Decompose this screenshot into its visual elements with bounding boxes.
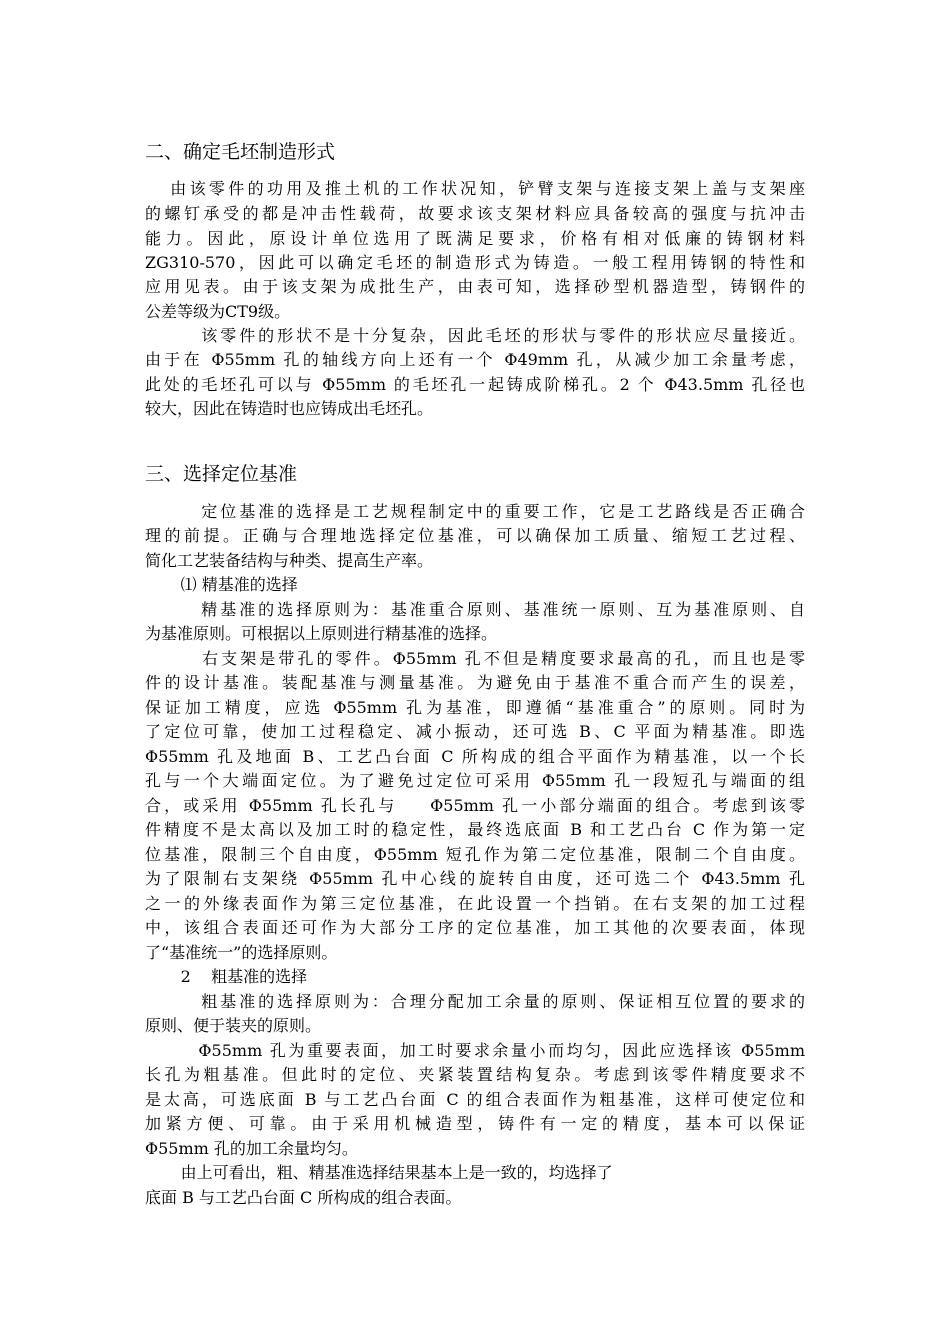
paragraph-line: 为了限制右支架绕 Φ55mm 孔中心线的旋转自由度，还可选二个 Φ43.5mm 孔 — [145, 869, 805, 888]
paragraph-line: 能力。因此，原设计单位选用了既满足要求，价格有相对低廉的铸钢材料 — [145, 229, 805, 248]
paragraph-line: 底面 B 与工艺凸台面 C 所构成的组合表面。 — [145, 1188, 462, 1207]
section-heading-locating-datum: 三、选择定位基准 — [145, 463, 298, 485]
paragraph-line: 合，或采用 Φ55mm 孔长孔与 Φ55mm 孔一小部分端面的组合。考虑到该零 — [145, 796, 805, 815]
paragraph-line: ZG310-570，因此可以确定毛坯的制造形式为铸造。一般工程用铸钢的特性和 — [145, 253, 805, 272]
paragraph-line: 加紧方便、可靠。由于采用机械造型，铸件有一定的精度，基本可以保证 — [145, 1114, 805, 1133]
paragraph-line: 为基准原则。可根据以上原则进行精基准的选择。 — [145, 624, 498, 643]
paragraph-line: 件精度不是太高以及加工时的稳定性，最终选底面 B 和工艺凸台 C 作为第一定 — [145, 820, 805, 839]
paragraph-line: 由上可看出，粗、精基准选择结果基本上是一致的，均选择了 — [145, 1163, 613, 1182]
paragraph-line: Φ55mm 孔为重要表面，加工时要求余量小而均匀，因此应选择该 Φ55mm — [145, 1041, 805, 1060]
paragraph-line: 中，该组合表面还可作为大部分工序的定位基准，加工其他的次要表面，体现 — [145, 918, 805, 937]
subheading-fine-datum: ⑴ 精基准的选择 — [145, 575, 298, 594]
subheading-rough-datum: 2 粗基准的选择 — [145, 967, 308, 986]
paragraph-line: 此处的毛坯孔可以与 Φ55mm 的毛坯孔一起铸成阶梯孔。2 个 Φ43.5mm 孔径也 — [145, 375, 805, 394]
paragraph-line: 的螺钉承受的都是冲击性载荷，故要求该支架材料应具备较高的强度与抗冲击 — [145, 204, 805, 223]
paragraph-line: 简化工艺装备结构与种类、提高生产率。 — [145, 551, 434, 570]
paragraph-line: 保证加工精度，应选 Φ55mm 孔为基准，即遵循“基准重合”的原则。同时为 — [145, 698, 805, 717]
paragraph-line: Φ55mm 孔的加工余量均匀。 — [145, 1139, 358, 1158]
paragraph-line: 之一的外缘表面作为第三定位基准，在此设置一个挡销。在右支架的加工过程 — [145, 894, 805, 913]
paragraph-line: 了定位可靠，使加工过程稳定、减小振动，还可选 B、C 平面为精基准。即选 — [145, 722, 805, 741]
paragraph-line: 孔与一个大端面定位。为了避免过定位可采用 Φ55mm 孔一段短孔与端面的组 — [145, 771, 805, 790]
paragraph-line: 该零件的形状不是十分复杂，因此毛坯的形状与零件的形状应尽量接近。 — [145, 326, 805, 345]
paragraph-line: 理的前提。正确与合理地选择定位基准，可以确保加工质量、缩短工艺过程、 — [145, 526, 805, 545]
paragraph-line: 右支架是带孔的零件。Φ55mm 孔不但是精度要求最高的孔，而且也是零 — [145, 649, 805, 668]
paragraph-line: 由该零件的功用及推土机的工作状况知，铲臂支架与连接支架上盖与支架座 — [145, 179, 805, 198]
paragraph-line: 公差等级为CT9级。 — [145, 302, 291, 321]
paragraph-line: 较大，因此在铸造时也应铸成出毛坯孔。 — [145, 399, 434, 418]
paragraph-line: 粗基准的选择原则为：合理分配加工余量的原则、保证相互位置的要求的 — [145, 992, 805, 1011]
paragraph-line: 是太高，可选底面 B 与工艺凸台面 C 的组合表面作为粗基准，这样可使定位和 — [145, 1090, 805, 1109]
paragraph-line: 原则、便于装夹的原则。 — [145, 1016, 322, 1035]
paragraph-line: 由于在 Φ55mm 孔的轴线方向上还有一个 Φ49mm 孔，从减少加工余量考虑， — [145, 350, 805, 369]
paragraph-line: 了“基准统一”的选择原则。 — [145, 943, 338, 962]
paragraph-line: 长孔为粗基准。但此时的定位、夹紧装置结构复杂。考虑到该零件精度要求不 — [145, 1065, 805, 1084]
paragraph-line: 应用见表。由于该支架为成批生产，由表可知，选择砂型机器造型，铸钢件的 — [145, 277, 805, 296]
paragraph-line: 定位基准的选择是工艺规程制定中的重要工作，它是工艺路线是否正确合 — [145, 502, 805, 521]
paragraph-line: 件的设计基准。装配基准与测量基准。为避免由于基准不重合而产生的误差， — [145, 673, 805, 692]
paragraph-line: Φ55mm 孔及地面 B、工艺凸台面 C 所构成的组合平面作为精基准，以一个长 — [145, 747, 805, 766]
section-heading-blank-form: 二、确定毛坯制造形式 — [145, 141, 336, 163]
paragraph-line: 精基准的选择原则为：基准重合原则、基准统一原则、互为基准原则、自 — [145, 600, 805, 619]
paragraph-line: 位基准，限制三个自由度，Φ55mm 短孔作为第二定位基准，限制二个自由度。 — [145, 845, 805, 864]
